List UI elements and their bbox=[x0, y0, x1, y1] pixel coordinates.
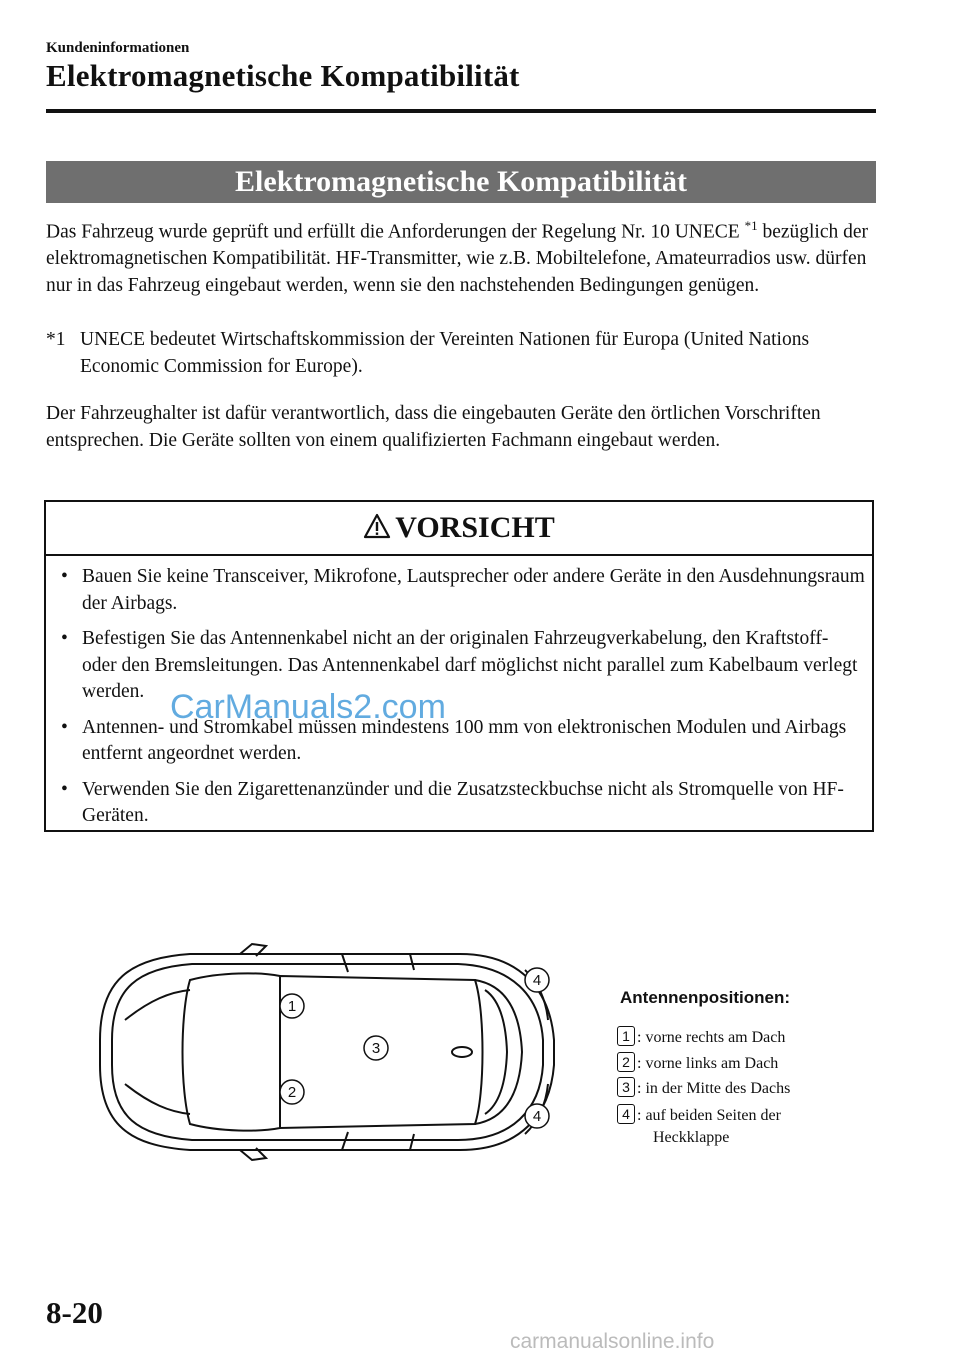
footnote-text: UNECE bedeutet Wirtschaftskommission der Vereinten Nationen für Europa (United Nations Economic Commission for Europe). bbox=[80, 329, 810, 377]
owner-responsibility-paragraph: Der Fahrzeughalter ist dafür verantwortlich, dass die eingebauten Geräte den örtlichen Vorschriften entsprechen. Die Geräte sollten von einem qualifizierten Fachmann eingebaut werden. bbox=[46, 403, 821, 451]
caution-item-text: Verwenden Sie den Zigarettenanzünder und die Zusatzsteckbuchse nicht als Stromquelle von HF-Geräten. bbox=[82, 778, 844, 826]
legend-text-continued: Heckklappe bbox=[653, 1129, 730, 1146]
legend-text: : vorne rechts am Dach bbox=[637, 1029, 786, 1046]
legend-number: 1 bbox=[617, 1026, 635, 1046]
marker-1 bbox=[280, 994, 304, 1018]
caution-header bbox=[46, 502, 872, 556]
intro-text-continued: bezüglich der elektromagnetischen Kompatibilität. HF-Transmitter, wie z.B. Mobiltelefone, Amateurradios usw. dürfen nur in das Fahrzeug eingebaut werden, wenn sie den nachstehenden Bedingungen genügen. bbox=[46, 221, 869, 296]
page-number: 8-20 bbox=[46, 1295, 103, 1330]
car-top-view-diagram bbox=[80, 940, 570, 1165]
watermark: CarManuals2.com bbox=[170, 688, 446, 726]
marker-4-upper bbox=[525, 968, 549, 992]
bullet: • bbox=[61, 566, 68, 587]
svg-text:3: 3 bbox=[371, 1040, 381, 1057]
legend-item bbox=[617, 1026, 877, 1049]
footer-watermark: carmanualsonline.info bbox=[510, 1330, 715, 1353]
bullet: • bbox=[61, 778, 68, 800]
footnote bbox=[46, 327, 876, 380]
svg-text:2: 2 bbox=[287, 1084, 297, 1101]
marker-2 bbox=[280, 1080, 304, 1104]
page-heading: Elektromagnetische Kompatibilität bbox=[46, 58, 520, 93]
legend-number: 2 bbox=[617, 1052, 635, 1072]
legend-item bbox=[617, 1077, 877, 1100]
caution-item bbox=[56, 777, 866, 830]
marker-3 bbox=[364, 1036, 388, 1060]
legend-item bbox=[617, 1052, 877, 1075]
intro-paragraph bbox=[46, 213, 881, 299]
heading-divider bbox=[46, 109, 876, 113]
bullet: • bbox=[61, 628, 68, 649]
caution-item bbox=[56, 564, 866, 617]
legend-title: Antennenpositionen: bbox=[620, 988, 790, 1007]
intro-text: Das Fahrzeug wurde geprüft und erfüllt die Anforderungen der Regelung Nr. 10 UNECE bbox=[46, 221, 745, 243]
caution-box bbox=[44, 500, 874, 832]
footnote-mark: *1 bbox=[46, 329, 66, 350]
footnote-reference: *1 bbox=[744, 218, 758, 233]
svg-text:1: 1 bbox=[287, 998, 297, 1015]
marker-4-lower bbox=[525, 1104, 549, 1128]
warning-triangle-icon bbox=[363, 513, 391, 544]
legend-text: : in der Mitte des Dachs bbox=[637, 1080, 791, 1097]
legend-item bbox=[617, 1104, 877, 1149]
caution-item-text: Bauen Sie keine Transceiver, Mikrofone, Lautsprecher oder andere Geräte in den Ausdehnungsraum der Airbags. bbox=[82, 566, 865, 614]
section-title-banner: Elektromagnetische Kompatibilität bbox=[46, 161, 876, 203]
caution-item-text: Antennen- und Stromkabel müssen mindestens 100 mm von elektronischen Modulen und Airbags entfernt angeordnet werden. bbox=[82, 716, 847, 764]
svg-text:4: 4 bbox=[532, 1108, 542, 1125]
caution-item-text: Befestigen Sie das Antennenkabel nicht an der originalen Fahrzeugverkabelung, den Kraftstoff- oder den Bremsleitungen. Das Antennenkabel darf möglichst nicht parallel zum Kabelbaum verlegt werden. bbox=[82, 628, 858, 702]
section-label: Kundeninformationen bbox=[46, 40, 190, 56]
caution-title: VORSICHT bbox=[395, 511, 555, 544]
bullet: • bbox=[61, 716, 68, 738]
legend-number: 4 bbox=[617, 1104, 635, 1124]
legend-number: 3 bbox=[617, 1077, 635, 1097]
svg-text:4: 4 bbox=[532, 972, 542, 989]
legend-text: : auf beiden Seiten der bbox=[637, 1107, 781, 1124]
legend-text: : vorne links am Dach bbox=[637, 1055, 779, 1072]
